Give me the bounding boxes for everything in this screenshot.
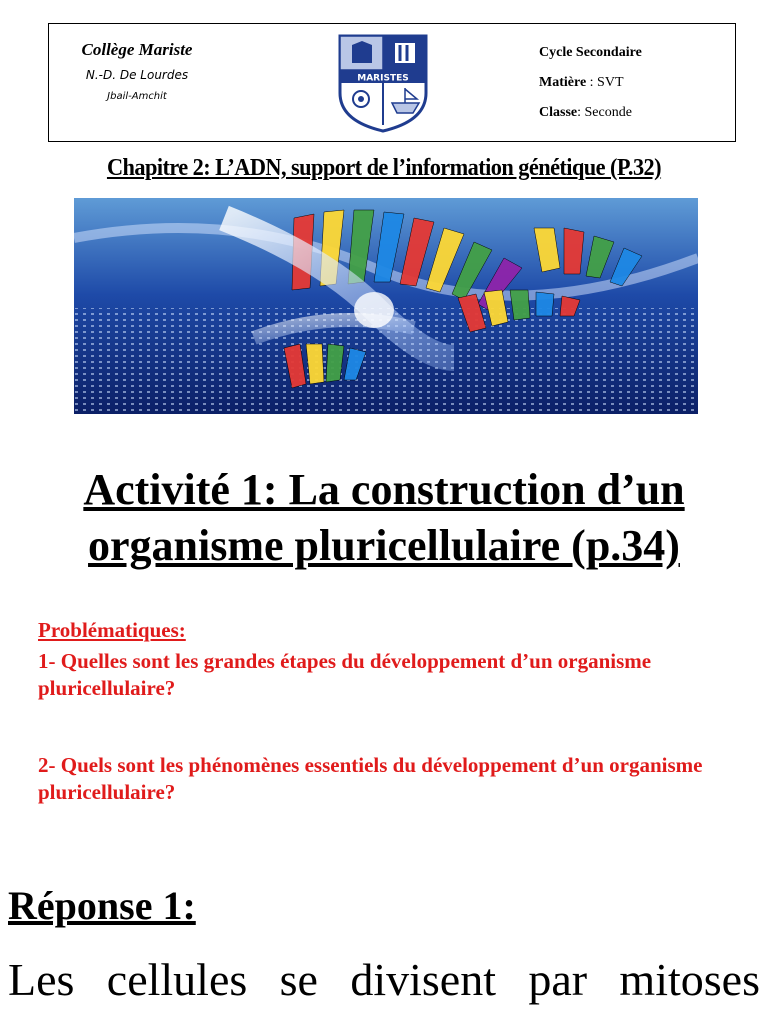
course-info: [539, 38, 642, 128]
school-subtitle: N.-D. De Lourdes: [85, 68, 189, 82]
problematiques-section: [38, 617, 738, 806]
question-2: 2- Quels sont les phénomènes essentiels du développement d’un organisme pluricellulaire?: [38, 753, 703, 804]
reponse-title: Réponse 1:: [8, 883, 196, 928]
school-crest-logo: [337, 33, 429, 133]
logo-label: MARISTES: [357, 73, 409, 84]
activity-title: [0, 462, 768, 574]
class-line: Classe: Seconde: [539, 105, 632, 120]
activity-title-line2: organisme pluricellulaire (p.34): [88, 521, 680, 570]
cycle-label: Cycle Secondaire: [539, 45, 642, 60]
problematiques-title: Problématiques:: [38, 618, 186, 642]
reponse-text: Les cellules se divisent par mitoses: [8, 954, 760, 1005]
document-header: [48, 23, 736, 142]
school-name: Collège Mariste: [81, 40, 193, 59]
subject-line: Matière : SVT: [539, 75, 624, 90]
school-location: Jbail-Amchit: [107, 91, 167, 102]
activity-title-line1: Activité 1: La construction d’un: [83, 465, 685, 514]
chapter-title: Chapitre 2: L’ADN, support de l’information génétique (P.32): [106, 155, 662, 181]
school-info: [67, 40, 207, 102]
question-1: 1- Quelles sont les grandes étapes du développement d’un organisme pluricellulaire?: [38, 649, 652, 700]
dna-banner-image: [74, 198, 698, 414]
